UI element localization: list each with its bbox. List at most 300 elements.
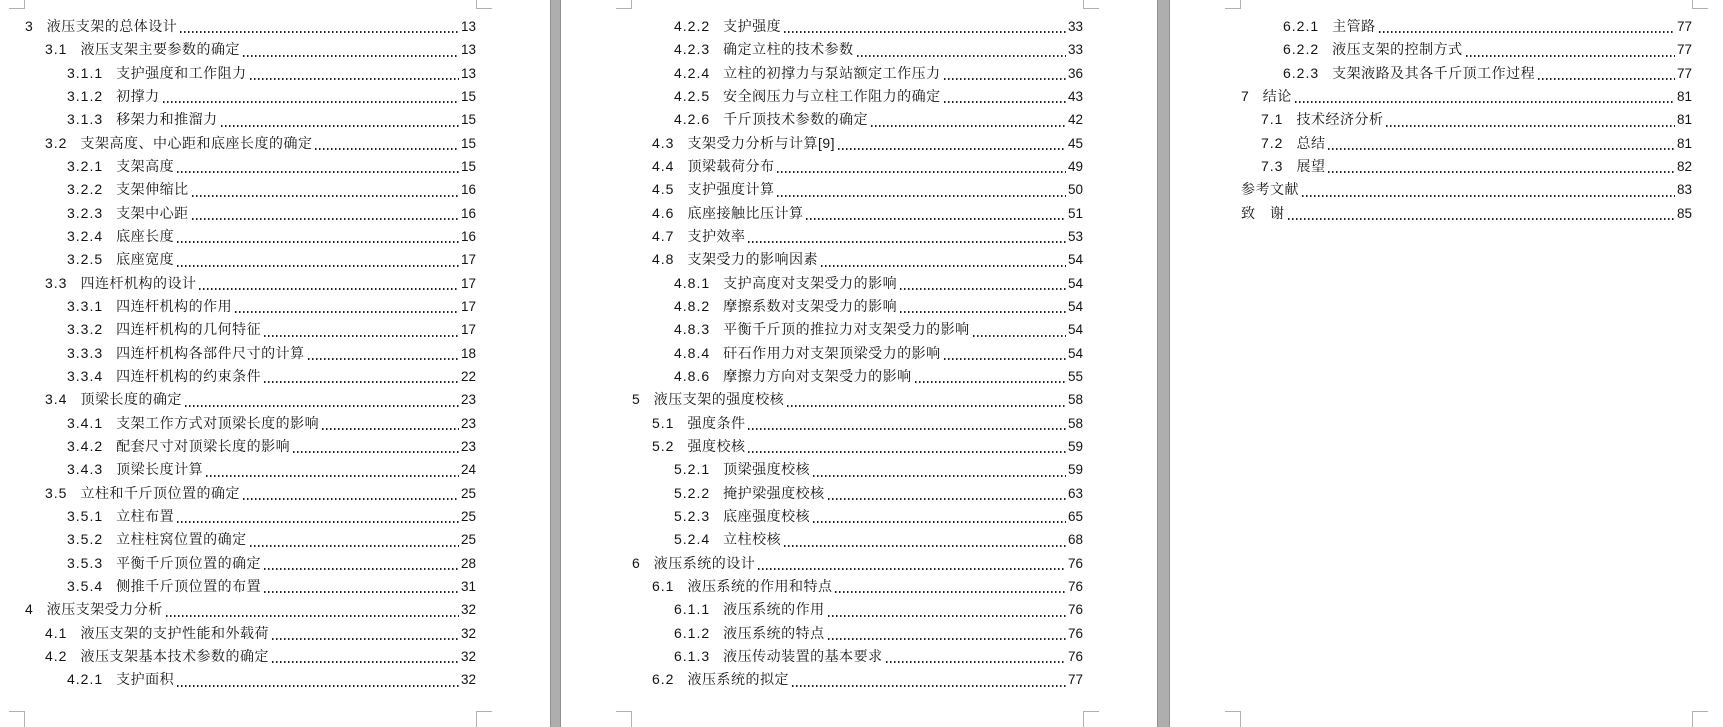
toc-entry[interactable] (0, 575, 550, 598)
dot-leader (900, 311, 1066, 313)
toc-entry-page: 25 (460, 532, 476, 548)
toc-entry[interactable] (561, 62, 1157, 85)
toc-entry-number: 6.1.3 (674, 647, 711, 664)
toc-entry-number: 6.2.2 (1283, 41, 1320, 58)
toc-entry-page: 45 (1067, 135, 1083, 151)
toc-entry[interactable] (0, 108, 550, 131)
toc-entry-title: 液压支架主要参数的确定 (80, 41, 240, 58)
toc-entry-title: 强度校核 (687, 437, 746, 454)
toc-entry[interactable] (1170, 38, 1723, 61)
toc-entry-title: 致 谢 (1241, 204, 1285, 221)
toc-entry-number: 3.3.4 (67, 367, 104, 384)
toc-entry-page: 16 (460, 228, 476, 244)
toc-entry-number: 3.3 (45, 274, 68, 291)
toc-entry-number: 6 (632, 554, 641, 571)
toc-entry-page: 55 (1067, 368, 1083, 384)
toc-entry-title: 底座强度校核 (723, 507, 811, 524)
toc-entry[interactable] (561, 458, 1157, 481)
toc-entry-number: 7.3 (1261, 157, 1284, 174)
dot-leader (272, 661, 459, 663)
toc-entry-page: 32 (460, 648, 476, 664)
dot-leader (944, 101, 1066, 103)
dot-leader (177, 685, 459, 687)
toc-entry[interactable] (0, 272, 550, 295)
text-boundary-mark (1692, 0, 1708, 9)
dot-leader (835, 591, 1066, 593)
toc-entry-number: 4.6 (652, 204, 675, 221)
toc-entry[interactable] (0, 458, 550, 481)
toc-entry-page: 76 (1067, 602, 1083, 618)
toc-entry-number: 3.1.3 (67, 111, 104, 128)
toc-entry-title: 液压系统的拟定 (687, 671, 789, 688)
toc-entry-title: 液压支架的控制方式 (1332, 41, 1463, 58)
toc-entry[interactable] (561, 132, 1157, 155)
toc-entry-title: 底座宽度 (116, 251, 175, 268)
toc-entry-title: 立柱和千斤顶位置的确定 (80, 484, 240, 501)
toc-entry-title: 安全阀压力与立柱工作阻力的确定 (723, 87, 941, 104)
toc-entry[interactable] (0, 388, 550, 411)
toc-entry-page: 68 (1067, 532, 1083, 548)
toc-entry-title: 支护强度计算 (687, 181, 775, 198)
toc-entry[interactable] (561, 528, 1157, 551)
toc-entry-number: 6.1.2 (674, 624, 711, 641)
toc-entry-title: 液压系统的作用和特点 (687, 577, 833, 594)
toc-entry-number: 4.2.6 (674, 111, 711, 128)
toc-entry[interactable] (0, 248, 550, 271)
toc-entry[interactable] (1170, 202, 1723, 225)
toc-entry-number: 3.3.2 (67, 321, 104, 338)
toc-entry-number: 6.2.3 (1283, 64, 1320, 81)
toc-entry-number: 3.3.1 (67, 297, 104, 314)
toc-entry-page: 65 (1067, 508, 1083, 524)
toc-entry[interactable] (561, 295, 1157, 318)
toc-entry[interactable] (0, 225, 550, 248)
toc-entry-page: 54 (1067, 275, 1083, 291)
dot-leader (813, 521, 1066, 523)
toc-entry-page: 54 (1067, 252, 1083, 268)
toc-entry-number: 4.1 (45, 624, 68, 641)
text-boundary-mark (1225, 0, 1241, 9)
dot-leader (915, 381, 1066, 383)
dot-leader (322, 428, 459, 430)
toc-entry-title: 支架高度、中心距和底座长度的确定 (80, 134, 313, 151)
dot-leader (828, 638, 1066, 640)
toc-entry-title: 顶梁长度计算 (116, 461, 204, 478)
toc-entry[interactable] (561, 552, 1157, 575)
dot-leader (784, 545, 1066, 547)
toc-entry-page: 31 (460, 578, 476, 594)
toc-entry[interactable] (0, 202, 550, 225)
toc-entry-title: 液压系统的设计 (653, 554, 756, 571)
toc-entry-title: 主管路 (1332, 18, 1376, 34)
toc-entry[interactable] (1170, 15, 1723, 38)
toc-entry-page: 13 (460, 42, 476, 58)
toc-entry-number: 3.1 (45, 41, 68, 58)
toc-entry[interactable] (0, 155, 550, 178)
toc-entry-page: 58 (1067, 392, 1083, 408)
toc-entry-page: 15 (460, 88, 476, 104)
dot-leader (1466, 55, 1675, 57)
toc-entry-page: 54 (1067, 298, 1083, 314)
toc-entry-number: 5.2.3 (674, 507, 711, 524)
text-boundary-mark (1692, 711, 1708, 727)
toc-entry[interactable] (561, 575, 1157, 598)
toc-entry-title: 液压系统的作用 (723, 601, 825, 618)
toc-entry[interactable] (0, 318, 550, 341)
toc-entry-number: 3.4.1 (67, 414, 104, 431)
toc-entry[interactable] (0, 295, 550, 318)
toc-entry[interactable] (0, 598, 550, 621)
toc-entry-page: 76 (1067, 555, 1083, 571)
toc-entry[interactable] (561, 202, 1157, 225)
toc-entry-page: 43 (1067, 88, 1083, 104)
dot-leader (748, 241, 1066, 243)
toc-entry-number: 3.2.1 (67, 157, 104, 174)
toc-entry-page: 32 (460, 625, 476, 641)
toc-entry-page: 17 (460, 298, 476, 314)
toc-entry[interactable] (0, 505, 550, 528)
toc-entry-title: 支架伸缩比 (116, 181, 189, 198)
toc-entry[interactable] (0, 435, 550, 458)
toc-entry-page: 33 (1067, 19, 1083, 34)
toc-entry-title: 底座接触比压计算 (687, 204, 804, 221)
toc-entry-number: 3.5.3 (67, 554, 104, 571)
toc-entry-number: 6.2 (652, 671, 675, 688)
toc-entry[interactable] (561, 15, 1157, 38)
toc-entry-page: 51 (1067, 205, 1083, 221)
toc-entry-page: 85 (1676, 205, 1692, 221)
text-boundary-mark (476, 711, 492, 727)
toc-entry-title: 液压传动装置的基本要求 (723, 647, 883, 664)
toc-entry[interactable] (0, 132, 550, 155)
toc-entry-number: 3.5.1 (67, 507, 104, 524)
toc-entry-page: 23 (460, 415, 476, 431)
text-boundary-mark (1225, 711, 1241, 727)
dot-leader (264, 591, 459, 593)
dot-leader (163, 101, 459, 103)
toc-entry-number: 6.1 (652, 577, 675, 594)
dot-leader (199, 288, 459, 290)
toc-entry-page: 77 (1067, 672, 1083, 688)
dot-leader (838, 148, 1066, 150)
toc-entry[interactable] (1170, 178, 1723, 201)
toc-entry-number: 4.2 (45, 647, 68, 664)
toc-entry[interactable] (561, 108, 1157, 131)
dot-leader (264, 568, 459, 570)
toc-entry-page: 17 (460, 322, 476, 338)
dot-leader (250, 78, 459, 80)
dot-leader (180, 31, 459, 33)
toc-entry[interactable] (0, 365, 550, 388)
toc-entry-number: 4.7 (652, 227, 675, 244)
toc-entry-number: 6.1.1 (674, 601, 711, 618)
toc-entry-number: 3.2 (45, 134, 68, 151)
dot-leader (293, 451, 459, 453)
toc-column-1 (0, 15, 550, 692)
toc-entry[interactable] (0, 85, 550, 108)
toc-entry[interactable] (561, 225, 1157, 248)
toc-entry-number: 4.2.1 (67, 671, 104, 688)
toc-entry-page: 77 (1676, 42, 1692, 58)
toc-entry-title: 液压支架基本技术参数的确定 (80, 647, 269, 664)
toc-entry-title: 摩擦系数对支架受力的影响 (723, 297, 898, 314)
toc-entry-number: 5 (632, 391, 641, 408)
dot-leader (886, 661, 1066, 663)
document-page-3 (1170, 0, 1723, 727)
dot-leader (250, 545, 459, 547)
toc-entry-title: 立柱的初撑力与泵站额定工作压力 (723, 64, 941, 81)
dot-leader (1328, 148, 1675, 150)
toc-entry-title: 矸石作用力对支架顶梁受力的影响 (723, 344, 941, 361)
toc-entry-number: 3.1.1 (67, 64, 104, 81)
toc-entry-page: 32 (460, 602, 476, 618)
dot-leader (185, 405, 459, 407)
toc-entry[interactable] (1170, 85, 1723, 108)
toc-entry-number: 5.2.4 (674, 531, 711, 548)
toc-entry-title: 展望 (1296, 157, 1326, 174)
toc-entry[interactable] (0, 645, 550, 668)
toc-entry-title: 支架受力分析与计算[9] (687, 134, 836, 151)
toc-entry[interactable] (561, 318, 1157, 341)
toc-entry[interactable] (561, 155, 1157, 178)
toc-entry-page: 49 (1067, 158, 1083, 174)
toc-entry[interactable] (561, 668, 1157, 691)
dot-leader (973, 335, 1066, 337)
toc-entry[interactable] (0, 482, 550, 505)
toc-entry[interactable] (561, 412, 1157, 435)
toc-entry-page: 33 (1067, 42, 1083, 58)
toc-entry[interactable] (0, 62, 550, 85)
toc-entry[interactable] (561, 38, 1157, 61)
toc-entry-title: 确定立柱的技术参数 (723, 41, 854, 58)
toc-entry-title: 底座长度 (116, 227, 175, 244)
toc-entry[interactable] (1170, 62, 1723, 85)
toc-entry-number: 6.2.1 (1283, 18, 1320, 34)
toc-entry-number: 3.2.3 (67, 204, 104, 221)
toc-entry-title: 支护效率 (687, 227, 746, 244)
toc-entry-title: 支架液路及其各千斤顶工作过程 (1332, 64, 1536, 81)
toc-entry-number: 3.1.2 (67, 87, 104, 104)
toc-entry[interactable] (561, 272, 1157, 295)
toc-entry-number: 4.8.1 (674, 274, 711, 291)
toc-entry[interactable] (561, 365, 1157, 388)
toc-entry-page: 28 (460, 555, 476, 571)
toc-entry[interactable] (561, 388, 1157, 411)
toc-entry-title: 顶梁载荷分布 (687, 157, 775, 174)
toc-entry[interactable] (561, 645, 1157, 668)
text-boundary-mark (1083, 0, 1099, 9)
toc-entry[interactable] (0, 552, 550, 575)
toc-entry-number: 4.2.4 (674, 64, 711, 81)
toc-entry-title: 立柱校核 (723, 531, 782, 548)
toc-entry-title: 立柱布置 (116, 507, 175, 524)
toc-entry-title: 四连杆机构的作用 (116, 297, 233, 314)
toc-entry-title: 液压支架的总体设计 (46, 18, 178, 34)
toc-entry[interactable] (0, 342, 550, 365)
toc-entry-number: 5.2.1 (674, 461, 711, 478)
toc-entry-page: 76 (1067, 648, 1083, 664)
text-boundary-mark (9, 0, 25, 9)
toc-column-2 (561, 15, 1157, 692)
toc-entry-page: 83 (1676, 182, 1692, 198)
dot-leader (944, 358, 1066, 360)
toc-entry-page: 15 (460, 135, 476, 151)
toc-entry-title: 掩护梁强度校核 (723, 484, 825, 501)
dot-leader (900, 288, 1066, 290)
toc-entry-number: 4.2.3 (674, 41, 711, 58)
toc-entry-page: 59 (1067, 438, 1083, 454)
dot-leader (944, 78, 1066, 80)
toc-entry-title: 结论 (1262, 87, 1292, 104)
dot-leader (1386, 125, 1675, 127)
dot-leader (777, 171, 1066, 173)
toc-entry-title: 顶梁强度校核 (723, 461, 811, 478)
toc-entry[interactable] (0, 178, 550, 201)
toc-entry[interactable] (0, 412, 550, 435)
dot-leader (1379, 31, 1675, 33)
toc-entry-page: 58 (1067, 415, 1083, 431)
toc-entry-title: 强度条件 (687, 414, 746, 431)
toc-entry[interactable] (561, 435, 1157, 458)
dot-leader (166, 615, 459, 617)
toc-entry-page: 81 (1676, 135, 1692, 151)
dot-leader (758, 568, 1066, 570)
toc-entry-number: 3 (25, 18, 34, 34)
toc-entry-page: 25 (460, 485, 476, 501)
toc-entry-number: 7.2 (1261, 134, 1284, 151)
toc-entry-page: 15 (460, 158, 476, 174)
toc-entry[interactable] (561, 178, 1157, 201)
toc-entry-number: 3.4 (45, 391, 68, 408)
dot-leader (221, 125, 459, 127)
dot-leader (243, 498, 459, 500)
toc-entry-page: 82 (1676, 158, 1692, 174)
toc-entry-title: 支护强度和工作阻力 (116, 64, 247, 81)
toc-entry[interactable] (561, 598, 1157, 621)
toc-entry-page: 16 (460, 182, 476, 198)
toc-entry-number: 4.2.2 (674, 18, 711, 34)
dot-leader (748, 428, 1066, 430)
toc-entry[interactable] (0, 528, 550, 551)
toc-entry-title: 液压支架受力分析 (46, 601, 163, 618)
dot-leader (192, 195, 459, 197)
toc-entry-number: 3.4.3 (67, 461, 104, 478)
toc-entry-number: 4.4 (652, 157, 675, 174)
dot-leader (177, 265, 459, 267)
dot-leader (1302, 195, 1675, 197)
toc-entry[interactable] (561, 342, 1157, 365)
toc-column-3 (1170, 15, 1723, 225)
toc-entry-page: 15 (460, 112, 476, 128)
toc-entry-title: 液压支架的强度校核 (653, 391, 785, 408)
toc-entry-title: 千斤顶技术参数的确定 (723, 111, 869, 128)
toc-entry-page: 32 (460, 672, 476, 688)
dot-leader (748, 451, 1066, 453)
toc-entry[interactable] (1170, 155, 1723, 178)
toc-entry-title: 四连杆机构的设计 (80, 274, 197, 291)
toc-entry[interactable] (1170, 108, 1723, 131)
toc-entry-page: 54 (1067, 322, 1083, 338)
dot-leader (192, 218, 459, 220)
toc-entry-number: 4.3 (652, 134, 675, 151)
text-boundary-mark (476, 0, 492, 9)
toc-entry-title: 摩擦力方向对支架受力的影响 (723, 367, 912, 384)
toc-entry-number: 5.2 (652, 437, 675, 454)
dot-leader (177, 521, 459, 523)
dot-leader (308, 358, 459, 360)
toc-entry-page: 76 (1067, 578, 1083, 594)
text-boundary-mark (616, 0, 632, 9)
toc-entry[interactable] (0, 622, 550, 645)
dot-leader (828, 615, 1066, 617)
dot-leader (1328, 171, 1675, 173)
toc-entry[interactable] (0, 38, 550, 61)
toc-entry-number: 3.3.3 (67, 344, 104, 361)
toc-entry-title: 初撑力 (116, 87, 160, 104)
toc-entry-page: 22 (460, 368, 476, 384)
toc-entry-page: 77 (1676, 65, 1692, 81)
toc-entry[interactable] (561, 85, 1157, 108)
toc-entry-page: 59 (1067, 462, 1083, 478)
dot-leader (264, 335, 459, 337)
toc-entry-number: 7 (1241, 87, 1250, 104)
dot-leader (243, 55, 459, 57)
toc-entry-number: 3.2.2 (67, 181, 104, 198)
toc-entry[interactable] (561, 622, 1157, 645)
toc-entry-page: 81 (1676, 112, 1692, 128)
toc-entry-number: 5.1 (652, 414, 675, 431)
toc-entry-page: 17 (460, 275, 476, 291)
toc-entry-title: 参考文献 (1241, 181, 1299, 198)
dot-leader (828, 498, 1066, 500)
toc-entry-page: 50 (1067, 182, 1083, 198)
dot-leader (1295, 101, 1675, 103)
toc-entry[interactable] (0, 668, 550, 691)
toc-entry[interactable] (0, 15, 550, 38)
toc-entry-title: 四连杆机构的约束条件 (116, 367, 262, 384)
toc-entry-title: 支护高度对支架受力的影响 (723, 274, 898, 291)
toc-entry-page: 76 (1067, 625, 1083, 641)
toc-entry[interactable] (1170, 132, 1723, 155)
dot-leader (272, 638, 459, 640)
toc-entry-title: 液压系统的特点 (723, 624, 825, 641)
toc-entry-number: 7.1 (1261, 111, 1284, 128)
toc-entry-number: 4.8.4 (674, 344, 711, 361)
dot-leader (806, 218, 1066, 220)
toc-entry-title: 支架高度 (116, 157, 175, 174)
toc-entry-number: 4.8.6 (674, 367, 711, 384)
toc-entry-page: 23 (460, 438, 476, 454)
toc-entry[interactable] (561, 248, 1157, 271)
toc-entry-page: 81 (1676, 88, 1692, 104)
toc-entry-number: 4.8.2 (674, 297, 711, 314)
dot-leader (821, 265, 1066, 267)
toc-entry-page: 77 (1676, 19, 1692, 34)
toc-entry-page: 18 (460, 345, 476, 361)
toc-entry-page: 53 (1067, 228, 1083, 244)
toc-entry[interactable] (561, 505, 1157, 528)
toc-entry-title: 平衡千斤顶的推拉力对支架受力的影响 (723, 321, 970, 338)
toc-entry-number: 4.2.5 (674, 87, 711, 104)
dot-leader (813, 475, 1066, 477)
toc-entry-number: 4.8.3 (674, 321, 711, 338)
text-boundary-mark (9, 711, 25, 727)
toc-entry-page: 23 (460, 392, 476, 408)
toc-entry[interactable] (561, 482, 1157, 505)
toc-entry-number: 3.5 (45, 484, 68, 501)
toc-entry-title: 立柱柱窝位置的确定 (116, 531, 247, 548)
dot-leader (1288, 218, 1675, 220)
